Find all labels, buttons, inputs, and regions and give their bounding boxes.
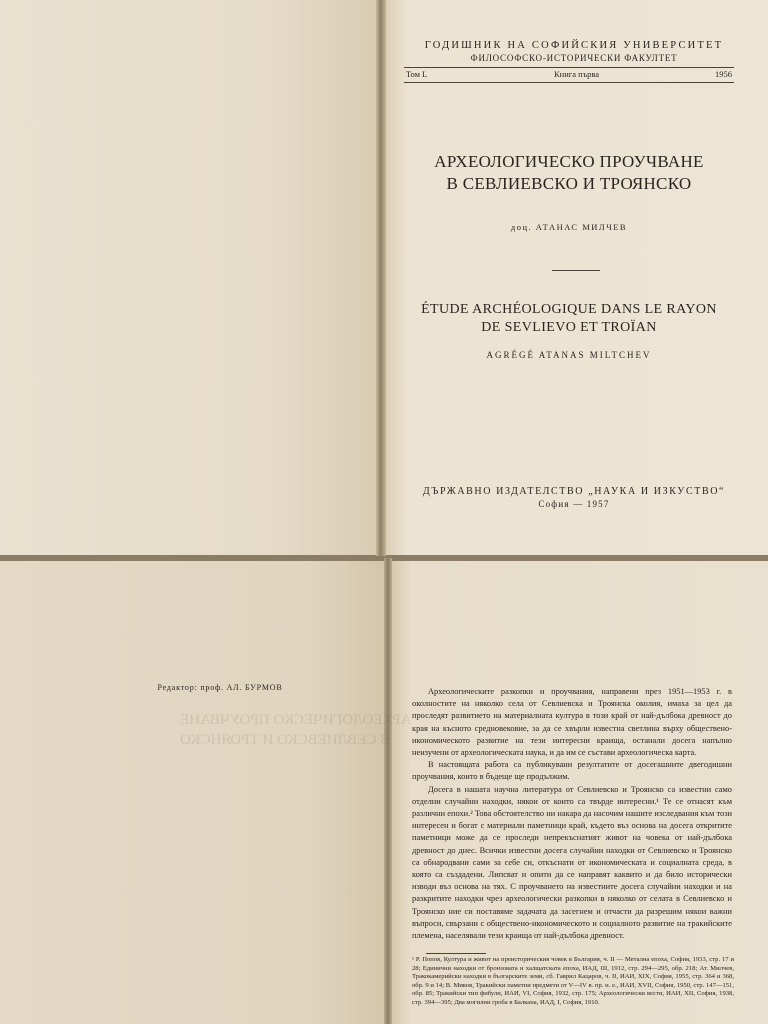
title-divider — [552, 270, 600, 271]
book-spine — [376, 0, 386, 556]
show-through-text: АРХЕОЛОГИЧЕСКО ПРОУЧВАНЕ — [180, 712, 412, 728]
volume-line — [404, 67, 734, 83]
editor-page — [0, 560, 386, 1024]
title-page — [378, 0, 768, 556]
title-bg-line1: АРХЕОЛОГИЧЕСКО ПРОУЧВАНЕ — [434, 152, 704, 171]
publisher-place-year: София — 1957 — [538, 499, 610, 509]
volume-label: Том L — [406, 69, 428, 79]
faculty-name: ФИЛОСОФСКО-ИСТОРИЧЕСКИ ФАКУЛТЕТ — [470, 53, 678, 63]
body-text — [412, 686, 732, 942]
year-label: 1956 — [715, 69, 732, 79]
author-bg: доц. АТАНАС МИЛЧЕВ — [510, 222, 628, 232]
title-bg-line2: В СЕВЛИЕВСКО И ТРОЯНСКО — [446, 174, 692, 193]
title-fr-line1: ÉTUDE ARCHÉOLOGIQUE DANS LE RAYON — [421, 302, 717, 317]
show-through-text: В СЕВЛИЕВСКО И ТРОЯНСКО — [180, 732, 391, 748]
paragraph: Археологическите разкопки и проучвания, направени през 1951—1953 г. в околностите на няколко села от Севлиевска и Троянска околия, имаха за цел да проследят развитието на материалната култура в този край от най-дълбока древност до края на късното средновековие, за да се хвърли известна светлина върху обществено-икономическото развитие на тези интересни краища, останали досега напълно неизучени от археологическата наука, и да им се състави археологическа карта. — [412, 687, 732, 758]
book-gutter — [384, 558, 392, 1024]
paragraph: В настоящата работа са публикувани резултатите от досегашните двегодишни проучвания, които в бъдеще ще продължим. — [412, 760, 732, 782]
author-fr: AGRÉGÉ ATANAS MILTCHEV — [486, 350, 652, 360]
book-label: Книга първа — [554, 69, 600, 79]
blank-flyleaf-page — [0, 0, 378, 556]
title-fr-line2: DE SEVLIEVO ET TROÏAN — [481, 320, 657, 335]
footnote: ¹ Р. Попов, Култура и живот на преисторическия човек в България, ч. II — Метална епоха, София, 1933, стр. 17 и 28; Единични находки от бронзовата и халщатската епоха, ИАД, III, 1912, стр. 294—295, обр. 218; Ат. Милчев, Тракокамерийски находки в българските земи, сб. Гаврил Кацаров, ч. II, ИАИ, XIX, София, 1955, стр. 364 и 368, обр. 9 и 14; В. Миков, Тракийски паметни предмети от V—IV в. пр. н. е., ИАИ, XVII, София, 1950, стр. 147—151, обр. 85; Тракийски тип фибули, ИАИ, VI, София, 1932, стр. 175; Археологически вести, ИАИ, XII, София, 1938, стр. 394—395; Два могилни гроба в Балкана, ИАД, I, София, 1910. — [412, 956, 734, 1006]
journal-title: ГОДИШНИК НА СОФИЙСКИЯ УНИВЕРСИТЕТ — [424, 40, 724, 51]
paragraph: Досега в нашата научна литература от Севлиевско и Троянско са известни само отделни случайни находки, някои от които са твърде интересни.¹ Те се отнасят към различни епохи.² Това обстоятелство ни накара да насочим нашите изследвания към този интересен и богат с материали паметници край, където въз основа на досега откритите паметници може да се проследи непрекъснатият живот на човека от най-дълбока древност до днес. Всички известни досега случайни находки от Севлиевско и Троянско са обнародвани сами за себе си, откъснати от икономическата и социалната среда, в която са създадени. Липсват и опити да се направят каквито и да било исторически изводи въз основа на тях. С проучването на известните досега случайни находки и на разкритите находки чрез археологически разкопки в няколко от селата в Севлиевско и Троянско ние си поставяме задачата да засегнем и отчасти да разрешим някои важни въпроси, свързани с обществено-икономическото и социалното развитие на тракийските племена, населявали тези краища от най-дълбока древност. — [412, 784, 732, 941]
publisher-name: ДЪРЖАВНО ИЗДАТЕЛСТВО „НАУКА И ИЗКУСТВО“ — [422, 486, 726, 497]
editor-credit: Редактор: проф. АЛ. БУРМОВ — [157, 683, 283, 692]
footnote-divider — [426, 953, 486, 954]
